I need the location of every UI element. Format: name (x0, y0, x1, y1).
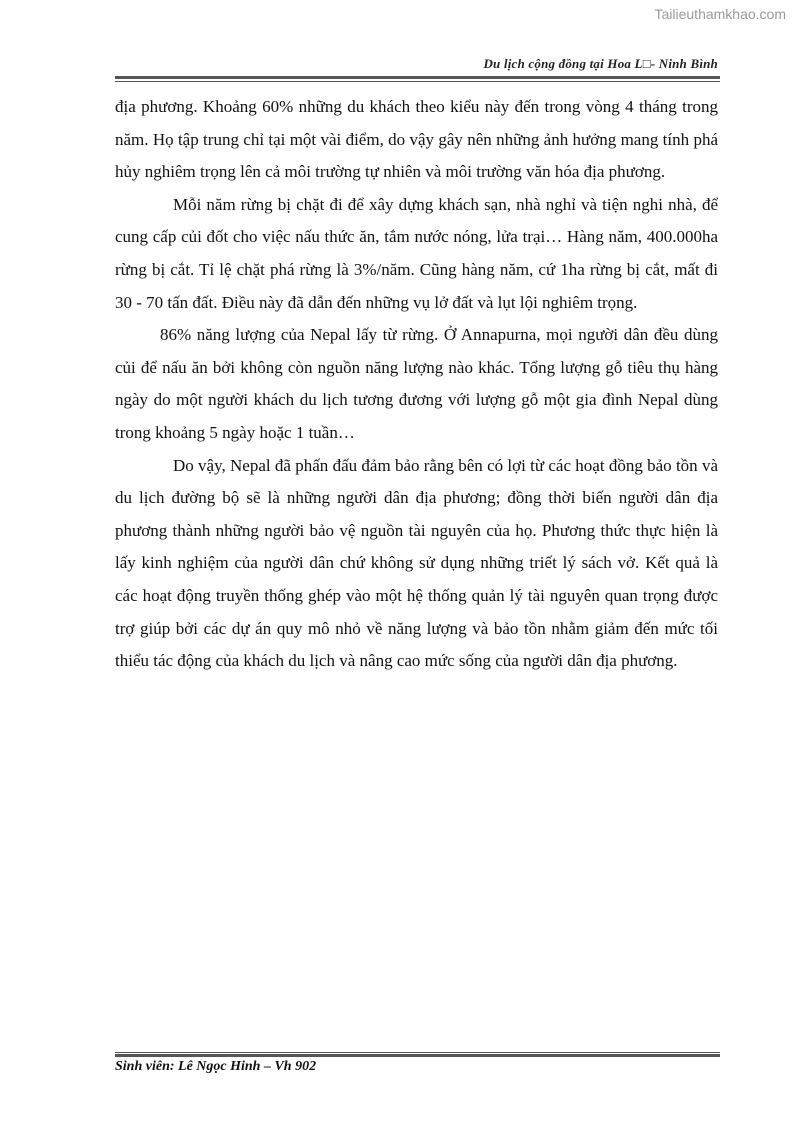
page-header-title: Du lịch cộng đồng tại Hoa L□- Ninh Bình (483, 56, 718, 71)
footer-divider (115, 1052, 720, 1057)
footer-author: Sinh viên: Lê Ngọc Hinh – Vh 902 (115, 1059, 317, 1074)
watermark: Tailieuthamkhao.com (654, 6, 786, 22)
paragraph: Do vậy, Nepal đã phấn đấu đảm bảo rằng bên có lợi từ các hoạt đồng bảo tồn và du lịch đường bộ sẽ là những người dân địa phương; đồng thời biến người dân địa phương thành những người bảo vệ nguồn tài nguyên của họ. Phương thức thực hiện là lấy kinh nghiệm của người dân chứ không sử dụng những triết lý sách vở. Kết quả là các hoạt động truyền thống ghép vào một hệ thống quản lý tài nguyên quan trọng được trợ giúp bởi các dự án quy mô nhỏ về năng lượng và bảo tồn nhằm giảm đến mức tối thiểu tác động của khách du lịch và nâng cao mức sống của người dân địa phương. (115, 455, 718, 671)
paragraph: 86% năng lượng của Nepal lấy từ rừng. Ở Annapurna, mọi người dân đều dùng củi để nấu ăn bởi không còn nguồn năng lượng nào khác. Tổng lượng gỗ tiêu thụ hàng ngày do một người khách du lịch tương đương với lượng gỗ một gia đình Nepal dùng trong khoảng 5 ngày hoặc 1 tuần… (115, 325, 718, 442)
paragraph: Mỗi năm rừng bị chặt đi để xây dựng khách sạn, nhà nghỉ và tiện nghi nhà, để cung cấp củi đốt cho việc nấu thức ăn, tắm nước nóng, lửa trại… Hàng năm, 400.000ha rừng bị cắt. Tỉ lệ chặt phá rừng là 3%/năm. Cũng hàng năm, cứ 1ha rừng bị cắt, mất đi 30 - 70 tấn đất. Điều này đã dẫn đến những vụ lở đất và lụt lội nghiêm trọng. (115, 194, 718, 312)
paragraph: địa phương. Khoảng 60% những du khách theo kiểu này đến trong vòng 4 tháng trong năm. Họ tập trung chỉ tại một vài điểm, do vậy gây nên những ảnh hưởng mang tính phá hủy nghiêm trọng lên cả môi trường tự nhiên và môi trường văn hóa địa phương. (115, 97, 718, 182)
document-body (115, 91, 718, 678)
header-divider (115, 76, 720, 82)
